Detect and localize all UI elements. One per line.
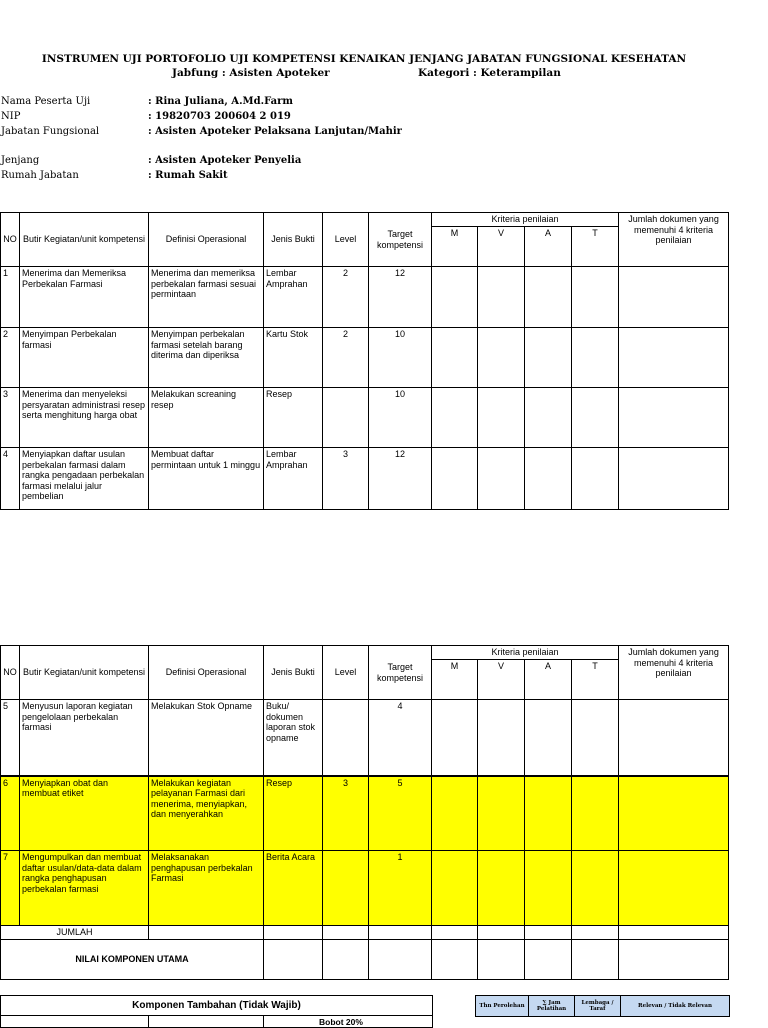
cell-v xyxy=(478,448,525,510)
komponen-tambahan-table xyxy=(0,995,433,1028)
table-row xyxy=(1,700,729,776)
cell-t xyxy=(572,851,619,926)
cell-m xyxy=(432,388,478,448)
header-relevan: Relevan / Tidak Relevan xyxy=(621,996,730,1017)
row-definisi: Melaksanakan penghapusan perbekalan Farmasi xyxy=(149,851,264,926)
row-target: 12 xyxy=(369,448,432,510)
row-no: 7 xyxy=(1,851,20,926)
cell-t xyxy=(572,700,619,776)
document-title: INSTRUMEN UJI PORTOFOLIO UJI KOMPETENSI KENAIKAN JENJANG JABATAN FUNGSIONAL KESEHATAN xyxy=(41,53,687,65)
cell-m xyxy=(432,448,478,510)
header-m: M xyxy=(432,227,478,267)
row-level: 2 xyxy=(323,328,369,388)
row-target: 10 xyxy=(369,328,432,388)
cell-t xyxy=(572,388,619,448)
row-level xyxy=(323,851,369,926)
side-header-table xyxy=(475,995,730,1017)
nilai-komponen-label: NILAI KOMPONEN UTAMA xyxy=(1,940,264,980)
header-jumlah: Jumlah dokumen yang memenuhi 4 kriteria penilaian xyxy=(619,646,729,700)
cell-v xyxy=(478,388,525,448)
table-row xyxy=(1,267,729,328)
header-no: NO xyxy=(1,646,20,700)
row-no: 1 xyxy=(1,267,20,328)
row-no: 3 xyxy=(1,388,20,448)
header-target: Target kompetensi xyxy=(369,213,432,267)
competency-table-2 xyxy=(0,645,729,980)
cell-t xyxy=(572,776,619,851)
header-jenis: Jenis Bukti xyxy=(264,213,323,267)
cell-a xyxy=(525,776,572,851)
kategori-label: Kategori : Keterampilan xyxy=(418,67,561,79)
header-lembaga: Lembaga / Taraf xyxy=(575,996,621,1017)
header-no: NO xyxy=(1,213,20,267)
row-no: 4 xyxy=(1,448,20,510)
row-butir: Menerima dan menyeleksi persyaratan administrasi resep serta menghitung harga obat xyxy=(20,388,149,448)
row-jenis: Lembar Amprahan xyxy=(264,448,323,510)
cell-jumlah xyxy=(619,388,729,448)
cell-m xyxy=(432,776,478,851)
row-jenis: Resep xyxy=(264,776,323,851)
komponen-tambahan-title: Komponen Tambahan (Tidak Wajib) xyxy=(1,996,433,1016)
row-definisi: Melakukan kegiatan pelayanan Farmasi dari menerima, menyiapkan, dan menyerahkan xyxy=(149,776,264,851)
rumah-jabatan-label: Rumah Jabatan xyxy=(1,170,79,181)
table-row xyxy=(1,448,729,510)
cell-v xyxy=(478,700,525,776)
cell-a xyxy=(525,851,572,926)
competency-table-1 xyxy=(0,212,729,510)
row-butir: Menyiapkan obat dan membuat etiket xyxy=(20,776,149,851)
table-row xyxy=(1,388,729,448)
row-definisi: Melakukan Stok Opname xyxy=(149,700,264,776)
cell-a xyxy=(525,388,572,448)
nilai-row xyxy=(1,940,729,980)
row-definisi: Menerima dan memeriksa perbekalan farmasi sesuai permintaan xyxy=(149,267,264,328)
row-level xyxy=(323,388,369,448)
header-definisi: Definisi Operasional xyxy=(149,646,264,700)
cell-v xyxy=(478,776,525,851)
header-butir: Butir Kegiatan/unit kompetensi xyxy=(20,646,149,700)
cell-m xyxy=(432,328,478,388)
cell-m xyxy=(432,700,478,776)
row-target: 4 xyxy=(369,700,432,776)
row-definisi: Menyimpan perbekalan farmasi setelah barang diterima dan diperiksa xyxy=(149,328,264,388)
header-target: Target kompetensi xyxy=(369,646,432,700)
jenjang-label: Jenjang xyxy=(1,155,40,166)
header-jenis: Jenis Bukti xyxy=(264,646,323,700)
row-butir: Menyiapkan daftar usulan perbekalan farmasi dalam rangka pengadaan perbekalan farmasi melalui jalur pembelian xyxy=(20,448,149,510)
rumah-jabatan-value: : Rumah Sakit xyxy=(148,170,228,181)
cell-t xyxy=(572,328,619,388)
table-row-highlighted xyxy=(1,776,729,851)
table-row-highlighted xyxy=(1,851,729,926)
header-level: Level xyxy=(323,213,369,267)
header-t: T xyxy=(572,660,619,700)
header-jumlah: Jumlah dokumen yang memenuhi 4 kriteria penilaian xyxy=(619,213,729,267)
cell-jumlah xyxy=(619,700,729,776)
header-m: M xyxy=(432,660,478,700)
cell-a xyxy=(525,700,572,776)
cell-v xyxy=(478,851,525,926)
cell-jumlah xyxy=(619,267,729,328)
header-level: Level xyxy=(323,646,369,700)
row-level: 2 xyxy=(323,267,369,328)
row-jenis: Lembar Amprahan xyxy=(264,267,323,328)
row-level: 3 xyxy=(323,448,369,510)
row-no: 5 xyxy=(1,700,20,776)
jenjang-value: : Asisten Apoteker Penyelia xyxy=(148,155,302,166)
row-jenis: Buku/ dokumen laporan stok opname xyxy=(264,700,323,776)
jumlah-label: JUMLAH xyxy=(1,926,149,940)
header-butir: Butir Kegiatan/unit kompetensi xyxy=(20,213,149,267)
row-jenis: Berita Acara xyxy=(264,851,323,926)
cell-a xyxy=(525,267,572,328)
row-level xyxy=(323,700,369,776)
cell-t xyxy=(572,448,619,510)
row-level: 3 xyxy=(323,776,369,851)
cell-jumlah xyxy=(619,776,729,851)
header-kriteria: Kriteria penilaian xyxy=(432,646,619,660)
row-target: 5 xyxy=(369,776,432,851)
bobot-label: Bobot 20% xyxy=(264,1016,433,1028)
header-thn-perolehan: Thn Perolehan xyxy=(476,996,529,1017)
row-butir: Menyusun laporan kegiatan pengelolaan perbekalan farmasi xyxy=(20,700,149,776)
nama-label: Nama Peserta Uji xyxy=(1,96,91,107)
cell-v xyxy=(478,267,525,328)
header-t: T xyxy=(572,227,619,267)
jumlah-row xyxy=(1,926,729,940)
row-definisi: Membuat daftar permintaan untuk 1 minggu xyxy=(149,448,264,510)
cell-jumlah xyxy=(619,851,729,926)
header-jam-pelatihan: ∑ Jam Pelatihan xyxy=(529,996,575,1017)
cell-v xyxy=(478,328,525,388)
row-butir: Mengumpulkan dan membuat daftar usulan/data-data dalam rangka penghapusan perbekalan farmasi xyxy=(20,851,149,926)
header-definisi: Definisi Operasional xyxy=(149,213,264,267)
row-jenis: Resep xyxy=(264,388,323,448)
cell-jumlah xyxy=(619,448,729,510)
row-butir: Menyimpan Perbekalan farmasi xyxy=(20,328,149,388)
row-no: 6 xyxy=(1,776,20,851)
cell-a xyxy=(525,328,572,388)
cell-jumlah xyxy=(619,328,729,388)
row-target: 12 xyxy=(369,267,432,328)
header-kriteria: Kriteria penilaian xyxy=(432,213,619,227)
cell-m xyxy=(432,267,478,328)
row-target: 10 xyxy=(369,388,432,448)
cell-t xyxy=(572,267,619,328)
header-v: V xyxy=(478,227,525,267)
header-a: A xyxy=(525,227,572,267)
header-a: A xyxy=(525,660,572,700)
row-butir: Menerima dan Memeriksa Perbekalan Farmasi xyxy=(20,267,149,328)
row-no: 2 xyxy=(1,328,20,388)
header-v: V xyxy=(478,660,525,700)
jabatan-label: Jabatan Fungsional xyxy=(1,126,100,137)
cell-a xyxy=(525,448,572,510)
nip-label: NIP xyxy=(1,111,21,122)
cell-m xyxy=(432,851,478,926)
row-jenis: Kartu Stok xyxy=(264,328,323,388)
row-target: 1 xyxy=(369,851,432,926)
table-row xyxy=(1,328,729,388)
jabfung-label: Jabfung : Asisten Apoteker xyxy=(172,67,330,79)
row-definisi: Melakukan screaning resep xyxy=(149,388,264,448)
nip-value: : 19820703 200604 2 019 xyxy=(148,111,291,122)
nama-value: : Rina Juliana, A.Md.Farm xyxy=(148,96,293,107)
jabatan-value: : Asisten Apoteker Pelaksana Lanjutan/Mahir xyxy=(148,126,402,137)
